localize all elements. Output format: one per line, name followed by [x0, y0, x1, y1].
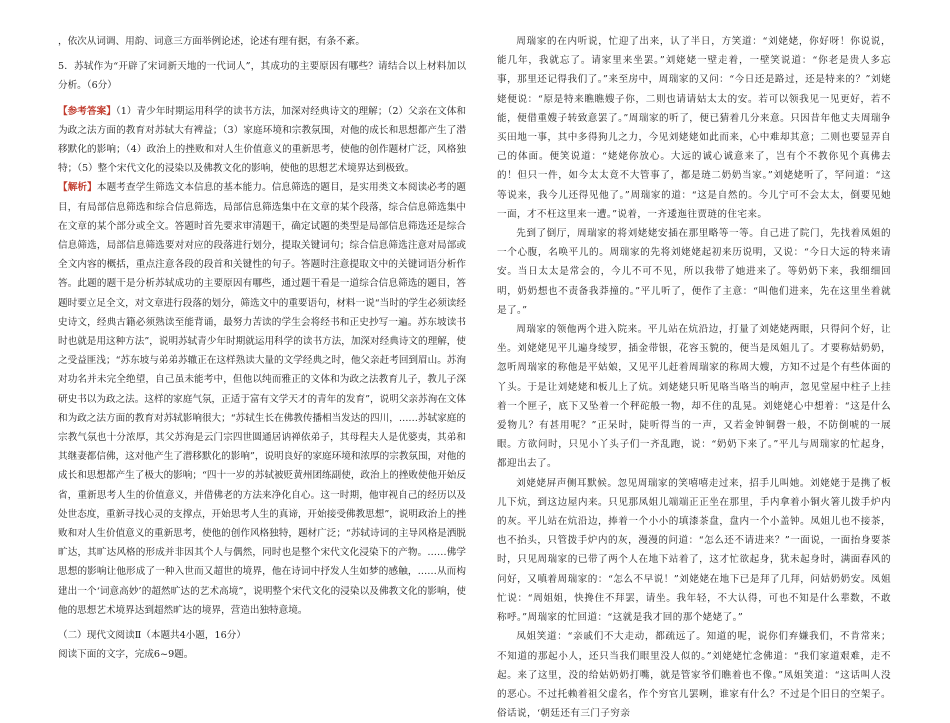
- answer-block: [58, 102, 466, 179]
- analysis-block: [58, 178, 466, 620]
- answer-text: （1）青少年时期运用科学的读书方法，加深对经典诗文的理解；（2）父亲在文体和为政之法方面的教育对苏轼大有裨益；（3）家庭环境和宗教氛围，对他的成长和思想都产生了潜移默化的影响；（4）政治上的挫败和对人生价值意义的重新思考，使他的创作题材广泛，风格独特；（5）整个宋代文化的浸染以及佛教文化的影响，使他的思想艺术境界达到极致。: [58, 105, 466, 175]
- analysis-label: 【解析】: [58, 182, 97, 194]
- story-paragraph-4: 刘姥姥屏声侧耳默候。忽见周瑞家的笑嘻嘻走过来，招手儿叫她。刘姥姥于是携了板儿下炕，到这边屋内来。只见那凤姐儿端端正正坐在那里，手内拿着小铜火箸儿拨手炉内的灰。平儿站在炕沿边，捧着一个小小的填漆茶盘，盘内一个小盖钟。凤姐儿也不接茶，也不抬头，只管拨手炉内的灰，漫漫的问道：“怎么还不请进来？”一面说，一面抬身要茶时，只见周瑞家的已带了两个人在地下站着了，这才忙欲起身，犹未起身时，满面春风的问好，又嗔着周瑞家的：“怎么不早说！”刘姥姥在地下已是拜了几拜，问姑奶奶安。凤姐忙说：“周姐姐，快搀住不拜罢，请坐。我年轻，不大认得，可也不知是什么辈数，不敢称呼。”周瑞家的忙回道：“这就是我才回的那个姥姥了。”: [497, 477, 891, 624]
- intro-line: ，依次从词调、用韵、词意三方面举例论述，论述有理有据，有条不紊。: [58, 36, 365, 47]
- story-paragraph-2: 先到了倒厅，周瑞家的将刘姥姥安插在那里略等一等。自己进了院门，先找着凤姐的一个心腹，名唤平儿的。周瑞家的先将刘姥姥起初来历说明，又说：“今日大远的特来请安。当日太太是常会的，今儿不可不见，所以我带了她进来了。等奶奶下来，我细细回明，奶奶想也不责备我莽撞的。”平儿听了，便作了主意：“叫他们进来，先在这里坐着就是了。”: [497, 228, 891, 316]
- story-paragraph-3: 周瑞家的领他两个进入院来。平儿站在炕沿边，打量了刘姥姥两眼，只得问个好，让坐。刘姥姥见平儿遍身绫罗，插金带银，花容玉貌的，便当是凤姐儿了。才要称姑奶奶，忽听周瑞家的称他是平姑娘，又见平儿赶着周瑞家的称周大嫂，方知不过是个有些体面的丫头。于是让刘姥姥和板儿上了炕。刘姥姥只听见咯当咯当的响声，忽见堂屋中柱子上挂着一个匣子，底下又坠着一个秤砣般一物，却不住的乱晃。刘姥姥心中想着：“这是什么爱物儿？有甚用呢？”正呆时，陡听得当的一声，又若金钟铜磬一般，不防倒唬的一展眼。方欲问时，只见小丫头子们一齐乱跑，说：“奶奶下来了。”平儿与周瑞家的忙起身，都迎出去了。: [497, 324, 891, 470]
- question-5: 5．苏轼作为“开辟了宋词新天地的一代词人”，其成功的主要原因有哪些？请结合以上材料加以分析。（6分）: [58, 61, 466, 92]
- answer-label: 【参考答案】: [58, 105, 116, 117]
- section-instruction: 阅读下面的文字，完成6~9题。: [58, 649, 194, 661]
- story-paragraph-5: 凤姐笑道：“亲戚们不大走动，都疏远了。知道的呢，说你们弃嫌我们，不肯常来；不知道的那起小人，还只当我们眼里没人似的。”刘姥姥忙念佛道：“我们家道艰难，走不起。来了这里，没的给姑奶奶打嘴，就是管家爷们瞧着也不像。”凤姐笑道：“这话叫人没的恶心。不过托赖着祖父虚名，作个穷官儿罢咧，谁家有什么？不过是个旧日的空架子。俗话说，‘朝廷还有三门子穷亲: [497, 631, 891, 720]
- section-title: （二）现代文阅读Ⅱ（本题共4小题，16分）: [58, 630, 246, 642]
- story-paragraph-1: 周瑞家的在内听说，忙迎了出来，认了半日，方笑道：“刘姥姥，你好呀！你说说，能几年，我就忘了。请家里来坐罢。”刘姥姥一壁走着，一壁笑说道：“你老是贵人多忘事，那里还记得我们了。”来至房中，周瑞家的又问：“今日还是路过，还是特来的？”刘姥姥便说：“原是特来瞧瞧嫂子你，二则也请请姑太太的安。若可以领我见一见更好，若不能，便借重嫂子转致意罢了。”周瑞家的听了，便已猜着几分来意。只因昔年他丈夫周瑞争买田地一事，其中多得狗儿之力，今见刘姥姥如此而来，心中难却其意；二则也要显弄自己的体面。便笑说道：“姥姥你放心。大远的诚心诚意来了，岂有个不教你见个真佛去的！但只一件，如今太太竟不大管事了，都是琏二奶奶当家。”刘姥姥听了，罕问道：“这等说来，我今儿还得见他了。”周瑞家的道：“这是自然的。今儿宁可不会太太，倒要见她一面，才不枉这里来一遭。”说着，一齐逶迤往贾琏的住宅来。: [497, 36, 891, 220]
- left-column: [58, 32, 466, 665]
- analysis-text: 本题考查学生筛选文本信息的基本能力。信息筛选的题目，是实用类文本阅读必考的题目，有局部信息筛选和综合信息筛选，局部信息筛选集中在文章的某个段落，综合信息筛选集中在文章的某个部分或全文。答题时首先要求审清题干，确定试题的类型是局部信息筛选还是综合信息筛选，局部信息筛选要对对应的段落进行划分，提取关键词句；综合信息筛选注意对局部或全文内容的概括，重点注意各段的段首和关键性的句子。答题时注意提取文中的关键词语分析作答。此题的题干是分析苏轼成功的主要原因有哪些，通过题干看是一道综合信息筛选的题目，答题时要立足全文，对文章进行段落的划分，筛选文中的重要语句，材料一说“当时的学生必须读经史诗文，经典古籍必须熟读至能背诵，最努力苦读的学生会将经书和正史抄写一遍。苏东坡读书时也就是用这种方法”，说明苏轼青少年时期就运用科学的读书方法，加深对经典诗文的理解，使之受益匪浅；“苏东坡与弟弟苏辙正在这样熟读大量的文学经典之时，他父亲赶考回到眉山。苏洵对功名并未完全绝望，自己虽未能考中，但他以纯而雅正的文体和为政之法教育儿子，教儿子深研史书以为政之法。这样的家庭气氛，正适于富有文学天才的青年的发育”，说明父亲苏洵在文体和为政之法方面的教育对苏轼影响很大；“苏轼生长在佛教传播相当发达的四川，……苏轼家庭的宗教气氛也十分浓厚，其父苏洵是云门宗四世圆通居讷禅依弟子，其母程夫人是优婆夷，其弟和其继妻都信佛，这对他产生了潜移默化的影响”，说明良好的家庭环境和浓厚的宗教氛围，对他的成长和思想都产生了极大的影响；“四十一岁的苏轼被贬黄州团练副使，政治上的挫败使他开始反省，重新思考人生的价值意义，并借佛老的方法来净化自心。这一时期，他审视自己的经历以及处世态度，重新寻找心灵的支撑点，开始思考人生的真谛，开始接受佛教思想”，说明政治上的挫败和对人生价值意义的重新思考，使他的创作风格独特，题材广泛；“苏轼诗词的主导风格是洒脱旷达，其旷达风格的形成并非因其个人与偶然，同时也是整个宋代文化浸染下的产物。……佛学思想的影响让他形成了一种入世而又超世的境界，他在诗词中抒发人生如梦的感触，……从而构建出一个‘词意高妙’的超然旷达的艺术高境”，说明整个宋代文化的浸染以及佛教文化的影响，使他的思想艺术境界达到超然旷达的境界，营造出独特意境。: [58, 182, 467, 616]
- right-column: [497, 32, 891, 723]
